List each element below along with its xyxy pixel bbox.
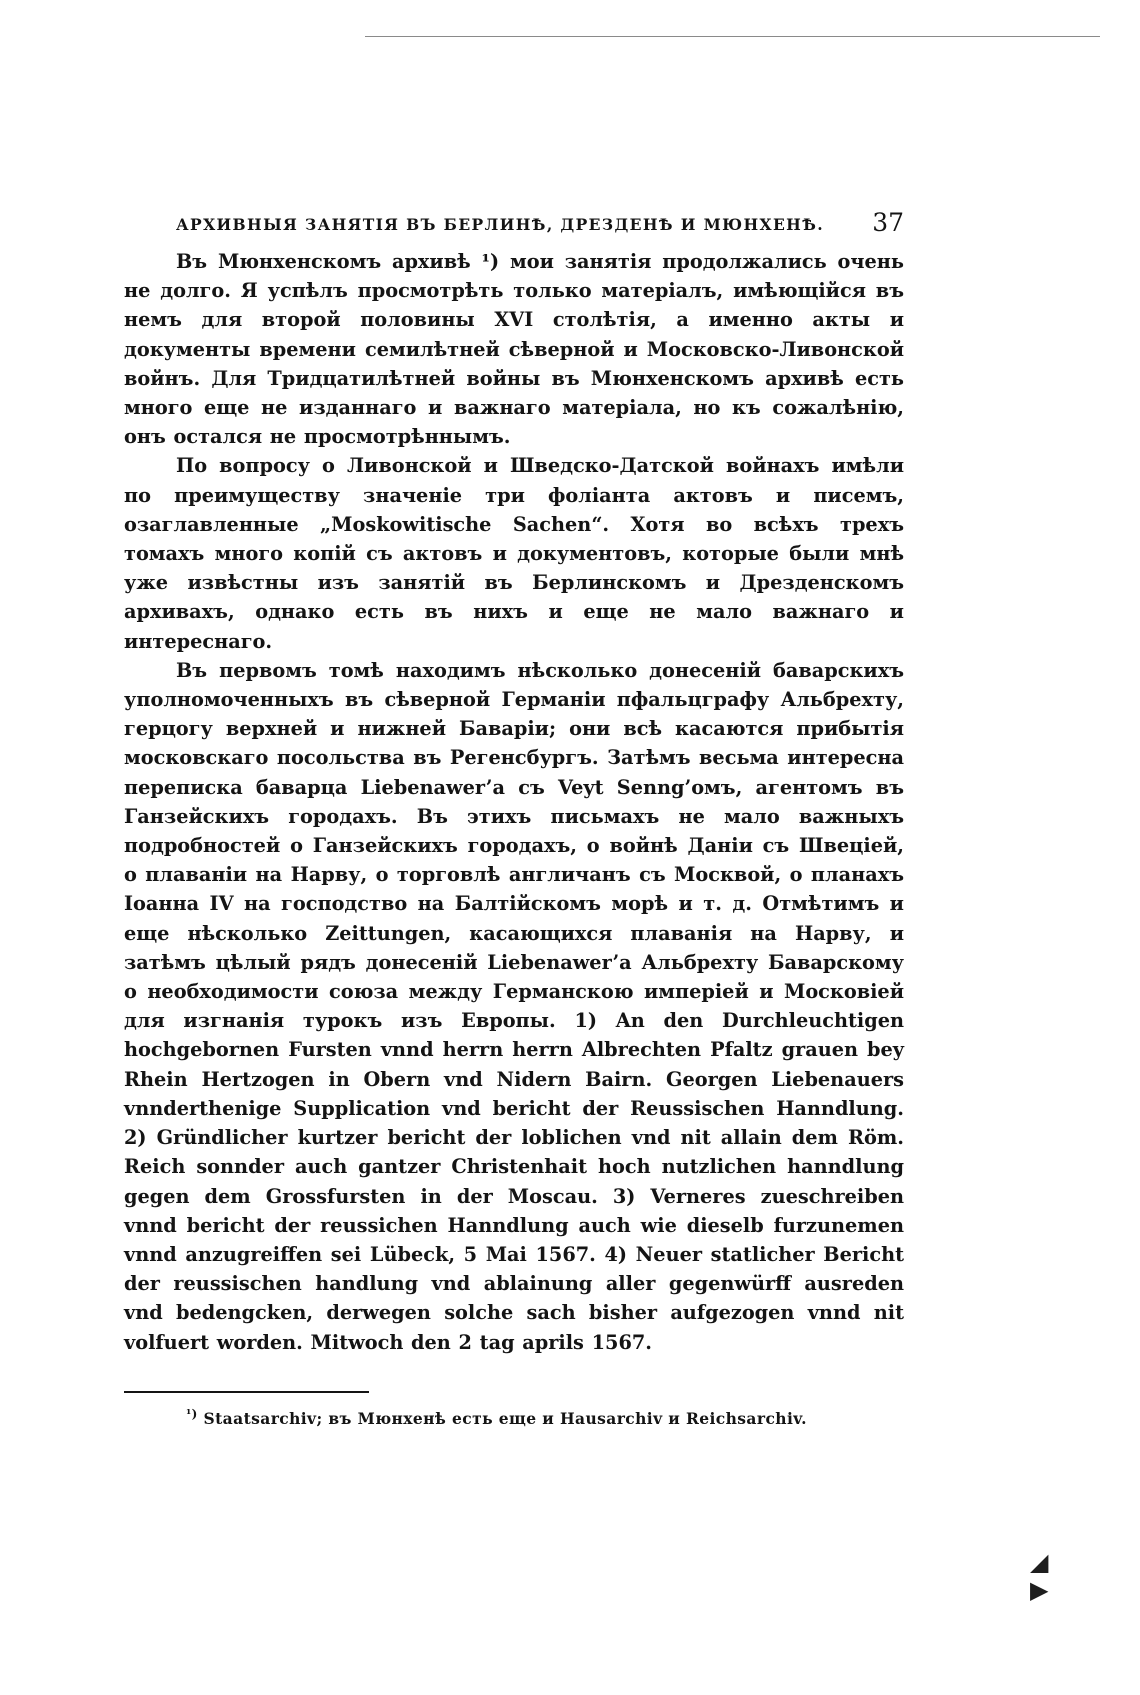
paragraph-livonian-war: По вопросу о Ливонской и Шведско-Датской войнахъ имѣли по преимуществу значеніе три фоліанта актовъ и писемъ, озаглавленные „Moskowitische Sachen“. Хотя во всѣхъ трехъ томахъ много копій съ актовъ и документовъ, которые были мнѣ уже извѣстны изъ занятій въ Берлинскомъ и Дрезденскомъ архивахъ, однако есть въ нихъ и еще не мало важнаго и интереснаго.	[124, 454, 904, 653]
top-rule	[365, 36, 1100, 37]
running-head	[124, 205, 904, 247]
book-page	[124, 205, 904, 1428]
paragraph-first-volume: Въ первомъ томѣ находимъ нѣсколько донесеній баварскихъ уполномоченныхъ въ сѣверной Германіи пфальцграфу Альбрехту, герцогу верхней и нижней Баваріи; они всѣ касаются прибытія московскаго посольства въ Регенсбургъ. Затѣмъ весьма интересна переписка баварца Liebenawer’а съ Veyt Senng’омъ, агентомъ въ Ганзейскихъ городахъ. Въ этихъ письмахъ не мало важныхъ подробностей о Ганзейскихъ городахъ, о войнѣ Даніи съ Швеціей, о плаваніи на Нарву, о торговлѣ англичанъ съ Москвой, о планахъ Іоанна IV на господство на Балтійскомъ морѣ и т. д. Отмѣтимъ и еще нѣсколько Zeittungen, касающихся плаванія на Нарву, и затѣмъ цѣлый рядъ донесеній Liebenawer’а Альбрехту Баварскому о необходимости союза между Германскою имперіей и Московіей для изгнанія турокъ изъ Европы. 1) An den Durchleuchtigen hochgebornen Fursten vnnd herrn herrn Albrechten Pfaltz grauen bey Rhein Hertzogen in Obern vnd Nidern Bairn. Georgen Liebenauers vnnderthenige Supplication vnd bericht der Reussischen Hanndlung. 2) Gründlicher kurtzer bericht der loblichen vnd nit allain dem Röm. Reich sonnder auch gantzer Christenhait hoch nutzlichen hanndlung gegen dem Grossfursten in der Moscau. 3) Verneres zueschreiben vnnd bericht der reussichen Hanndlung auch wie dieselb furzunemen vnnd anzugreiffen sei Lübeck, 5 Mai 1567. 4) Neuer statlicher Bericht der reussischen handlung vnd ablainung aller gegenwürff ausreden vnd bedengcken, derwegen solche sach bisher aufgezogen vnnd nit volfuert worden. Mitwoch den 2 tag aprils 1567.	[124, 658, 904, 1354]
footnote-text: Staatsarchiv; въ Мюнхенѣ есть еще и Hausarchiv и Reichsarchiv.	[203, 1408, 807, 1428]
footnote-marker: ¹)	[186, 1406, 198, 1421]
page-number: 37	[872, 208, 904, 237]
footnote-rule	[124, 1391, 369, 1393]
body-text	[124, 247, 904, 1357]
corner-scan-marks: ◢ ▶	[1030, 1548, 1079, 1604]
running-title: АРХИВНЫЯ ЗАНЯТІЯ ВЪ БЕРЛИНѢ, ДРЕЗДЕНѢ И МЮНХЕНѢ.	[176, 215, 825, 234]
paragraph-munich-archive: Въ Мюнхенскомъ архивѣ ¹) мои занятія продолжались очень не долго. Я успѣлъ просмотрѣть только матеріалъ, имѣющійся въ немъ для второй половины XVI столѣтія, а именно акты и документы времени семилѣтней сѣверной и Московско-Ливонской войнъ. Для Тридцатилѣтней войны въ Мюнхенскомъ архивѣ есть много еще не изданнаго и важнаго матеріала, но къ сожалѣнію, онъ остался не просмотрѣннымъ.	[124, 250, 904, 449]
footnote	[186, 1407, 904, 1428]
